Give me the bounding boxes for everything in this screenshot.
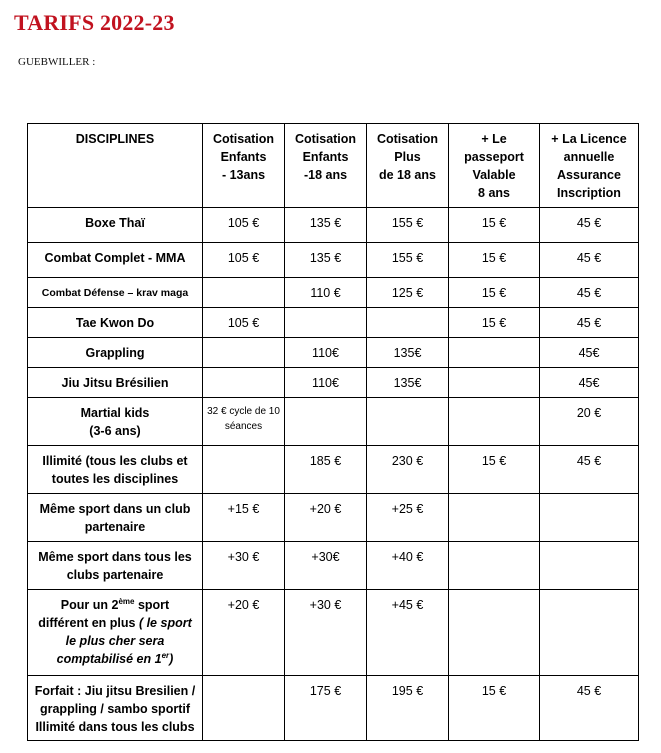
- discipline-cell: [28, 308, 203, 338]
- header-line: DISCIPLINES: [75, 132, 155, 146]
- price-cell: [449, 494, 540, 542]
- discipline-note-text: comptabilisé en 1: [56, 652, 162, 666]
- price-cell: 45 €: [540, 446, 639, 494]
- price-cell: [449, 398, 540, 446]
- price-cell: [540, 542, 639, 590]
- discipline-line: (3-6 ans): [89, 424, 141, 438]
- discipline-cell: [28, 243, 203, 278]
- discipline-text: sport: [134, 598, 170, 612]
- header-line: Cotisation: [294, 132, 357, 146]
- price-cell: 135 €: [285, 243, 367, 278]
- price-cell: 110 €: [285, 278, 367, 308]
- price-cell: [449, 590, 540, 676]
- header-licence: [540, 124, 639, 208]
- price-cell: 15 €: [449, 676, 540, 741]
- discipline-line: Forfait : Jiu jitsu Bresilien /: [34, 684, 196, 698]
- discipline-line: Combat Complet - MMA: [44, 251, 186, 265]
- price-cell: 32 € cycle de 10 séances: [203, 398, 285, 446]
- table-row: [28, 446, 639, 494]
- price-cell: [540, 590, 639, 676]
- discipline-line: Même sport dans tous les: [38, 550, 192, 564]
- discipline-cell: [28, 676, 203, 741]
- discipline-line: grappling / sambo sportif: [39, 702, 190, 716]
- header-line: Inscription: [557, 186, 621, 200]
- table-row: [28, 308, 639, 338]
- discipline-cell: [28, 398, 203, 446]
- header-line: + Le: [481, 132, 507, 146]
- header-passeport: [449, 124, 540, 208]
- price-cell: +40 €: [367, 542, 449, 590]
- discipline-line: [32, 596, 198, 614]
- page-title: TARIFS 2022-23: [14, 10, 175, 35]
- price-cell: +30 €: [203, 542, 285, 590]
- superscript-text: er: [161, 650, 170, 660]
- table-header-row: [28, 124, 639, 208]
- discipline-line: Combat Défense – krav maga: [41, 287, 189, 299]
- price-cell: 45 €: [540, 208, 639, 243]
- discipline-cell: [28, 590, 203, 676]
- table-row: [28, 398, 639, 446]
- price-cell: 125 €: [367, 278, 449, 308]
- price-cell: [203, 338, 285, 368]
- price-cell: 185 €: [285, 446, 367, 494]
- price-cell: 45 €: [540, 308, 639, 338]
- table-row: [28, 278, 639, 308]
- price-cell: 135 €: [285, 208, 367, 243]
- price-cell: [449, 542, 540, 590]
- tariffs-table: [27, 123, 639, 741]
- discipline-line: Martial kids: [80, 406, 150, 420]
- price-cell: +15 €: [203, 494, 285, 542]
- price-cell: 15 €: [449, 208, 540, 243]
- discipline-line: Illimité (tous les clubs et: [42, 454, 188, 468]
- price-cell: 105 €: [203, 208, 285, 243]
- discipline-line: toutes les disciplines: [51, 472, 179, 486]
- price-cell: 110€: [285, 368, 367, 398]
- superscript-text: ème: [118, 596, 135, 606]
- discipline-line: partenaire: [84, 520, 146, 534]
- table-row: [28, 243, 639, 278]
- header-line: Cotisation: [376, 132, 439, 146]
- header-line: annuelle: [563, 150, 615, 164]
- price-cell: [540, 494, 639, 542]
- discipline-cell: [28, 446, 203, 494]
- discipline-line: Même sport dans un club: [39, 502, 191, 516]
- table-row: [28, 676, 639, 741]
- discipline-cell: [28, 494, 203, 542]
- discipline-cell: [28, 368, 203, 398]
- price-cell: [285, 398, 367, 446]
- header-line: Cotisation: [212, 132, 275, 146]
- price-cell: [203, 368, 285, 398]
- price-cell: 45 €: [540, 278, 639, 308]
- discipline-cell: [28, 278, 203, 308]
- discipline-cell: [28, 208, 203, 243]
- table-row: [28, 542, 639, 590]
- price-cell: +20 €: [203, 590, 285, 676]
- price-cell: [285, 308, 367, 338]
- discipline-line: [32, 614, 198, 632]
- header-line: -18 ans: [303, 168, 348, 182]
- discipline-line: clubs partenaire: [66, 568, 164, 582]
- price-cell: 15 €: [449, 278, 540, 308]
- header-line: Assurance: [557, 168, 621, 182]
- price-cell: +25 €: [367, 494, 449, 542]
- discipline-line: Illimité dans tous les clubs: [35, 720, 195, 734]
- table-row: [28, 368, 639, 398]
- price-cell: 175 €: [285, 676, 367, 741]
- price-cell: [203, 446, 285, 494]
- discipline-text: Pour un 2: [60, 598, 119, 612]
- price-cell: 45 €: [540, 676, 639, 741]
- discipline-line: Jiu Jitsu Brésilien: [61, 376, 169, 390]
- header-line: Enfants: [220, 150, 267, 164]
- header-line: Enfants: [302, 150, 349, 164]
- discipline-note-text: ): [169, 652, 174, 666]
- header-line: + La Licence: [551, 132, 627, 146]
- price-cell: 45€: [540, 338, 639, 368]
- header-disciplines: [28, 124, 203, 208]
- discipline-line: Boxe Thaï: [85, 216, 145, 230]
- price-cell: +45 €: [367, 590, 449, 676]
- table-row: [28, 338, 639, 368]
- price-cell: +30€: [285, 542, 367, 590]
- price-cell: +30 €: [285, 590, 367, 676]
- price-cell: +20 €: [285, 494, 367, 542]
- price-cell: 195 €: [367, 676, 449, 741]
- price-cell: [449, 338, 540, 368]
- price-cell: 155 €: [367, 208, 449, 243]
- discipline-line: Tae Kwon Do: [75, 316, 155, 330]
- table-row: [28, 208, 639, 243]
- discipline-note: ( le sport: [138, 616, 192, 630]
- header-line: de 18 ans: [379, 168, 436, 182]
- header-cotisation-enfants-13: [203, 124, 285, 208]
- price-cell: 15 €: [449, 308, 540, 338]
- price-cell: 105 €: [203, 243, 285, 278]
- price-cell: 135€: [367, 368, 449, 398]
- price-cell: 45 €: [540, 243, 639, 278]
- header-line: - 13ans: [221, 168, 266, 182]
- discipline-text: différent en plus: [38, 616, 139, 630]
- price-cell: 110€: [285, 338, 367, 368]
- header-line: 8 ans: [478, 186, 510, 200]
- header-cotisation-plus-18: [367, 124, 449, 208]
- price-cell: 105 €: [203, 308, 285, 338]
- discipline-note: [32, 650, 198, 668]
- price-cell: [367, 308, 449, 338]
- table-row: [28, 494, 639, 542]
- location-label: GUEBWILLER :: [18, 56, 96, 68]
- discipline-line: Grappling: [85, 346, 145, 360]
- price-cell: 155 €: [367, 243, 449, 278]
- price-cell: 15 €: [449, 243, 540, 278]
- header-cotisation-enfants-18: [285, 124, 367, 208]
- price-cell: [367, 398, 449, 446]
- header-line: passeport: [464, 150, 524, 164]
- price-cell: 230 €: [367, 446, 449, 494]
- discipline-cell: [28, 542, 203, 590]
- price-cell: 45€: [540, 368, 639, 398]
- discipline-cell: [28, 338, 203, 368]
- price-cell: 135€: [367, 338, 449, 368]
- discipline-note: le plus cher sera: [65, 634, 165, 648]
- price-cell: [203, 676, 285, 741]
- header-line: Plus: [394, 150, 421, 164]
- header-line: Valable: [472, 168, 516, 182]
- table-row: [28, 590, 639, 676]
- price-cell: 15 €: [449, 446, 540, 494]
- price-cell: 20 €: [540, 398, 639, 446]
- price-cell: [203, 278, 285, 308]
- price-cell: [449, 368, 540, 398]
